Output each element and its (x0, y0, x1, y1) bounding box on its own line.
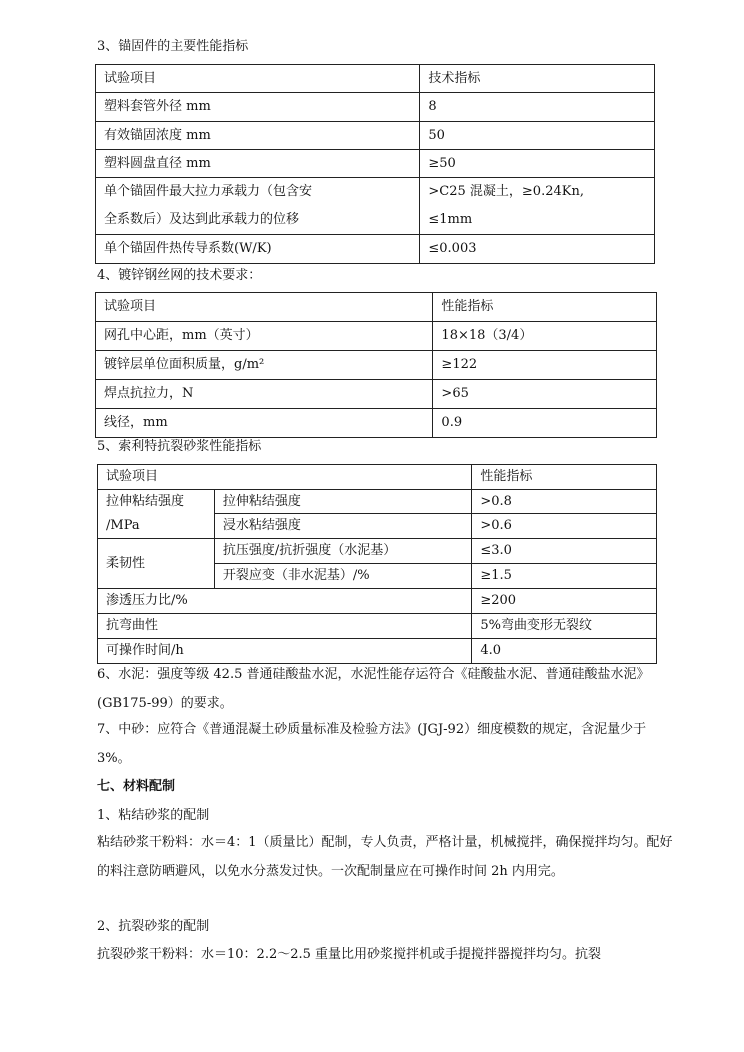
table-cell: 4.0 (472, 639, 657, 664)
table-group-cell (98, 490, 215, 539)
table-cell: ≥50 (420, 150, 655, 178)
table-cell: 焊点抗拉力，N (96, 380, 433, 409)
cell-line: 全系数后）及达到此承载力的位移 (104, 212, 300, 227)
table-cell: 18×18（3/4） (433, 322, 657, 351)
paragraph-bonding-mortar: 粘结砂浆干粉料：水＝4：1（质量比）配制，专人负责，严格计量，机械搅拌，确保搅拌均匀。配好的料注意防晒避风，以免水分蒸发过快。一次配制量应在可操作时间 2h 内用完。 (97, 835, 673, 879)
table-cell: 有效锚固浓度 mm (96, 122, 420, 150)
table-row (96, 235, 655, 264)
table-row (96, 150, 655, 178)
subheading-crack-resistant-mortar: 2、抗裂砂浆的配制 (97, 919, 210, 934)
table-row (98, 614, 657, 639)
subheading-bonding-mortar: 1、粘结砂浆的配制 (97, 808, 210, 823)
table-cell: >0.8 (472, 490, 657, 514)
table-cell: 渗透压力比/% (98, 589, 472, 614)
table-cell: >0.6 (472, 514, 657, 539)
cell-line: /MPa (106, 518, 140, 533)
table-row (98, 490, 657, 514)
table-cell: 镀锌层单位面积质量，g/m² (96, 351, 433, 380)
table-row (98, 589, 657, 614)
cell-line: 单个锚固件最大拉力承载力（包含安 (104, 184, 313, 199)
paragraph-cement: 6、水泥：强度等级 42.5 普通硅酸盐水泥，水泥性能存运符合《硅酸盐水泥、普通硅酸盐水泥》(GB175-99）的要求。 (97, 667, 650, 711)
header-cell: 试验项目 (96, 65, 420, 93)
mesh-spec-table (95, 292, 657, 438)
table-cell: 开裂应变（非水泥基）/% (214, 564, 472, 589)
header-cell: 性能指标 (472, 465, 657, 490)
section-heading-material-mixing: 七、材料配制 (97, 779, 176, 794)
table-row (96, 322, 657, 351)
table-cell: ≤3.0 (472, 539, 657, 564)
table-cell: ≥200 (472, 589, 657, 614)
table-cell: 5%弯曲变形无裂纹 (472, 614, 657, 639)
table-cell: 0.9 (433, 409, 657, 438)
header-cell: 性能指标 (433, 293, 657, 322)
table-cell: 抗压强度/抗折强度（水泥基） (214, 539, 472, 564)
section4-title: 4、镀锌钢丝网的技术要求： (97, 268, 262, 283)
table-cell: 塑料套管外径 mm (96, 93, 420, 122)
table-cell: 50 (420, 122, 655, 150)
table-cell: 单个锚固件热传导系数(W/K) (96, 235, 420, 264)
anchor-spec-table (95, 64, 655, 264)
table-cell (420, 178, 655, 235)
table-cell: 可操作时间/h (98, 639, 472, 664)
table-header-row (96, 293, 657, 322)
table-row (96, 380, 657, 409)
table-cell (96, 178, 420, 235)
section3-title: 3、锚固件的主要性能指标 (97, 39, 249, 54)
table-cell: 拉伸粘结强度 (214, 490, 472, 514)
table-cell: ≥1.5 (472, 564, 657, 589)
header-cell: 试验项目 (96, 293, 433, 322)
table-row (96, 409, 657, 438)
cell-line: ≤1mm (428, 212, 473, 227)
table-cell: 8 (420, 93, 655, 122)
cell-line: >C25 混凝土，≥0.24Kn, (428, 184, 584, 199)
table-row (98, 539, 657, 564)
table-row (96, 93, 655, 122)
table-cell: ≤0.003 (420, 235, 655, 264)
table-header-row (98, 465, 657, 490)
table-cell: 网孔中心距，mm（英寸） (96, 322, 433, 351)
section5-title: 5、索利特抗裂砂浆性能指标 (97, 439, 262, 454)
table-cell: 线径，mm (96, 409, 433, 438)
table-cell: 抗弯曲性 (98, 614, 472, 639)
table-cell: ≥122 (433, 351, 657, 380)
table-group-cell: 柔韧性 (98, 539, 215, 589)
header-cell: 试验项目 (98, 465, 472, 490)
table-cell: 浸水粘结强度 (214, 514, 472, 539)
mortar-spec-table (97, 464, 657, 664)
paragraph-crack-resistant-mortar: 抗裂砂浆干粉料：水＝10：2.2～2.5 重量比用砂浆搅拌机或手提搅拌器搅拌均匀。抗裂 (97, 947, 602, 962)
table-row (96, 122, 655, 150)
table-header-row (96, 65, 655, 93)
table-row (96, 351, 657, 380)
table-row (96, 178, 655, 235)
header-cell: 技术指标 (420, 65, 655, 93)
paragraph-sand: 7、中砂：应符合《普通混凝土砂质量标准及检验方法》(JGJ-92）细度模数的规定，含泥量少于 3%。 (97, 722, 647, 766)
cell-line: 拉伸粘结强度 (106, 494, 185, 509)
table-cell: 塑料圆盘直径 mm (96, 150, 420, 178)
table-cell: >65 (433, 380, 657, 409)
